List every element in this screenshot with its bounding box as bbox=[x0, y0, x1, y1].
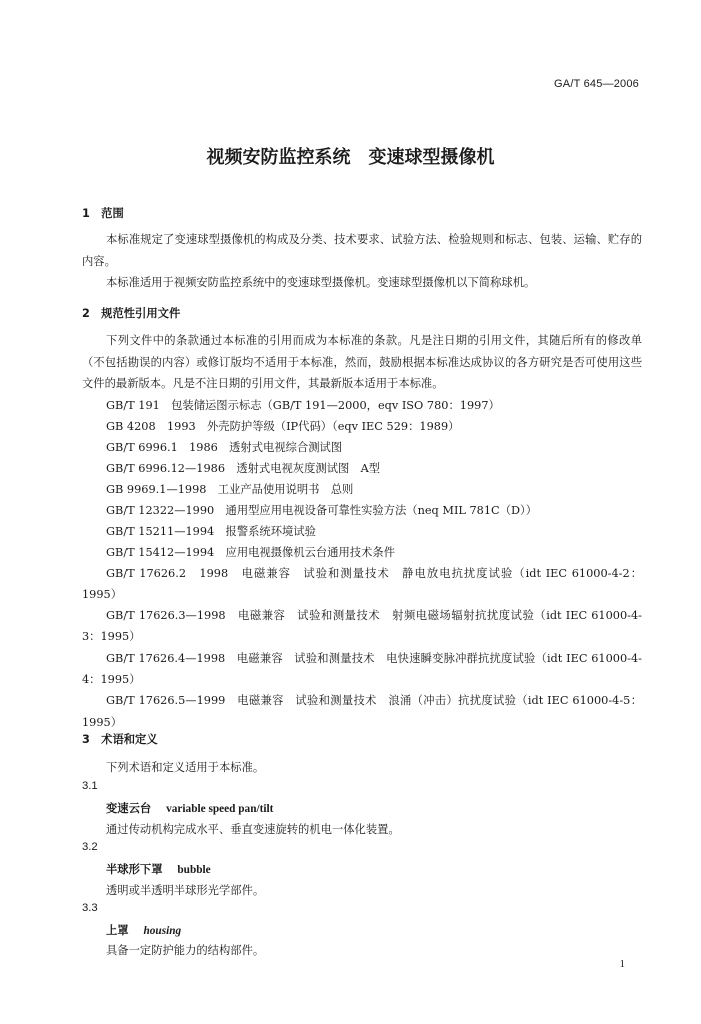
reference-item: GB 9969.1—1998 工业产品使用说明书 总则 bbox=[106, 482, 354, 496]
term-entry bbox=[106, 922, 181, 938]
section-heading-normative-references: 2 规范性引用文件 bbox=[82, 307, 181, 320]
term-entry bbox=[106, 861, 211, 877]
reference-item: GB/T 12322—1990 通用型应用电视设备可靠性实验方法（neq MIL 781C（D）） bbox=[106, 503, 537, 517]
term-cn: 上罩 bbox=[106, 924, 129, 937]
document-code: GA/T 645—2006 bbox=[554, 78, 639, 90]
reference-item: GB 4208 1993 外壳防护等级（IP代码）（eqv IEC 529：1989） bbox=[106, 419, 460, 433]
terms-intro: 下列术语和定义适用于本标准。 bbox=[106, 761, 265, 774]
reference-item: GB/T 15412—1994 应用电视摄像机云台通用技术条件 bbox=[106, 545, 395, 559]
term-definition: 通过传动机构完成水平、垂直变速旋转的机电一体化装置。 bbox=[106, 823, 400, 836]
section-heading-scope: 1 范围 bbox=[82, 207, 124, 220]
reference-item: GB/T 17626.5—1999 电磁兼容 试验和测量技术 浪涌（冲击）抗扰度试验（idt IEC 61000-4-5：1995） bbox=[82, 694, 642, 729]
reference-item: GB/T 191 包装储运图示标志（GB/T 191—2000，eqv ISO 780：1997） bbox=[106, 398, 500, 412]
term-definition: 透明或半透明半球形光学部件。 bbox=[106, 884, 265, 897]
section-heading-terms-definitions: 3 术语和定义 bbox=[82, 733, 158, 746]
references-body bbox=[82, 330, 642, 733]
term-en: housing bbox=[143, 925, 182, 937]
term-cn: 变速云台 bbox=[106, 802, 152, 815]
paragraph: 本标准适用于视频安防监控系统中的变速球型摄像机。变速球型摄像机以下简称球机。 bbox=[106, 276, 536, 289]
reference-item: GB/T 6996.12—1986 透射式电视灰度测试图 A型 bbox=[106, 461, 381, 475]
reference-item: GB/T 17626.2 1998 电磁兼容 试验和测量技术 静电放电抗扰度试验（idt IEC 61000-4-2：1995） bbox=[82, 566, 642, 601]
term-entry bbox=[106, 800, 273, 816]
page-number: 1 bbox=[619, 958, 625, 970]
paragraph: 本标准规定了变速球型摄像机的构成及分类、技术要求、试验方法、检验规则和标志、包装、运输、贮存的内容。 bbox=[82, 233, 642, 268]
reference-item: GB/T 17626.4—1998 电磁兼容 试验和测量技术 电快速瞬变脉冲群抗扰度试验（idt IEC 61000-4-4：1995） bbox=[82, 651, 642, 686]
reference-item: GB/T 15211—1994 报警系统环境试验 bbox=[106, 524, 316, 538]
term-en: variable speed pan/tilt bbox=[166, 803, 274, 815]
clause-number: 3.3 bbox=[82, 902, 98, 914]
clause-number: 3.2 bbox=[82, 841, 98, 853]
term-cn: 半球形下罩 bbox=[106, 863, 163, 876]
term-definition: 具备一定防护能力的结构部件。 bbox=[106, 944, 265, 957]
term-en: bubble bbox=[177, 864, 211, 876]
paragraph: 下列文件中的条款通过本标准的引用而成为本标准的条款。凡是注日期的引用文件，其随后所有的修改单（不包括勘误的内容）或修订版均不适用于本标准，然而，鼓励根据本标准达成协议的各方研究是否可使用这些文件的最新版本。凡是不注日期的引用文件，其最新版本适用于本标准。 bbox=[82, 334, 642, 390]
page-title: 视频安防监控系统 变速球型摄像机 bbox=[206, 147, 495, 168]
scope-body bbox=[82, 229, 642, 294]
reference-item: GB/T 6996.1 1986 透射式电视综合测试图 bbox=[106, 440, 343, 454]
reference-item: GB/T 17626.3—1998 电磁兼容 试验和测量技术 射频电磁场辐射抗扰度试验（idt IEC 61000-4-3：1995） bbox=[82, 609, 642, 644]
clause-number: 3.1 bbox=[82, 780, 98, 792]
